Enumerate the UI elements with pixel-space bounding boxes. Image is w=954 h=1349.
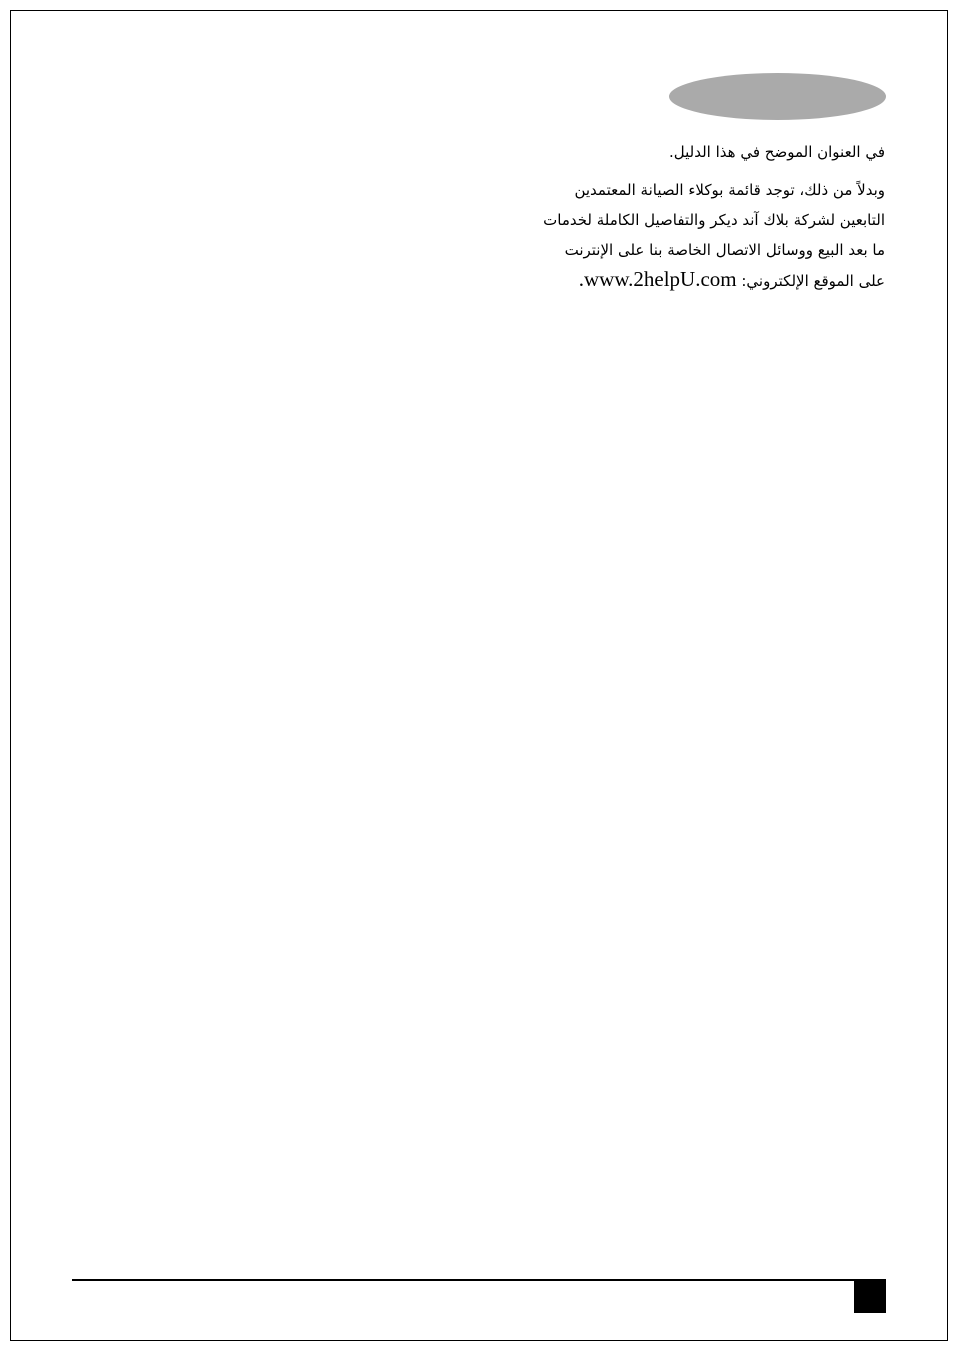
paragraph-2-line-2: التابعين لشركة بلاك آند ديكر والتفاصيل الكاملة لخدمات [543,211,885,229]
paragraph-2-line-1: وبدلاً من ذلك، توجد قائمة بوكلاء الصيانة المعتمدين [574,181,885,199]
paragraph-2-line-3: ما بعد البيع ووسائل الاتصال الخاصة بنا على الإنترنت [564,241,885,259]
page-frame [10,10,948,1341]
footer-rule [72,1279,886,1281]
sentence-period: . [578,267,584,291]
page-marker-box [854,1280,886,1313]
paragraph-2-line-4 [579,267,885,292]
section-tab-ellipse [669,73,886,120]
website-url[interactable]: www.2helpU.com [584,267,737,291]
paragraph-1-line-1: في العنوان الموضح في هذا الدليل. [669,143,885,161]
website-label: على الموقع الإلكتروني: [736,272,885,290]
